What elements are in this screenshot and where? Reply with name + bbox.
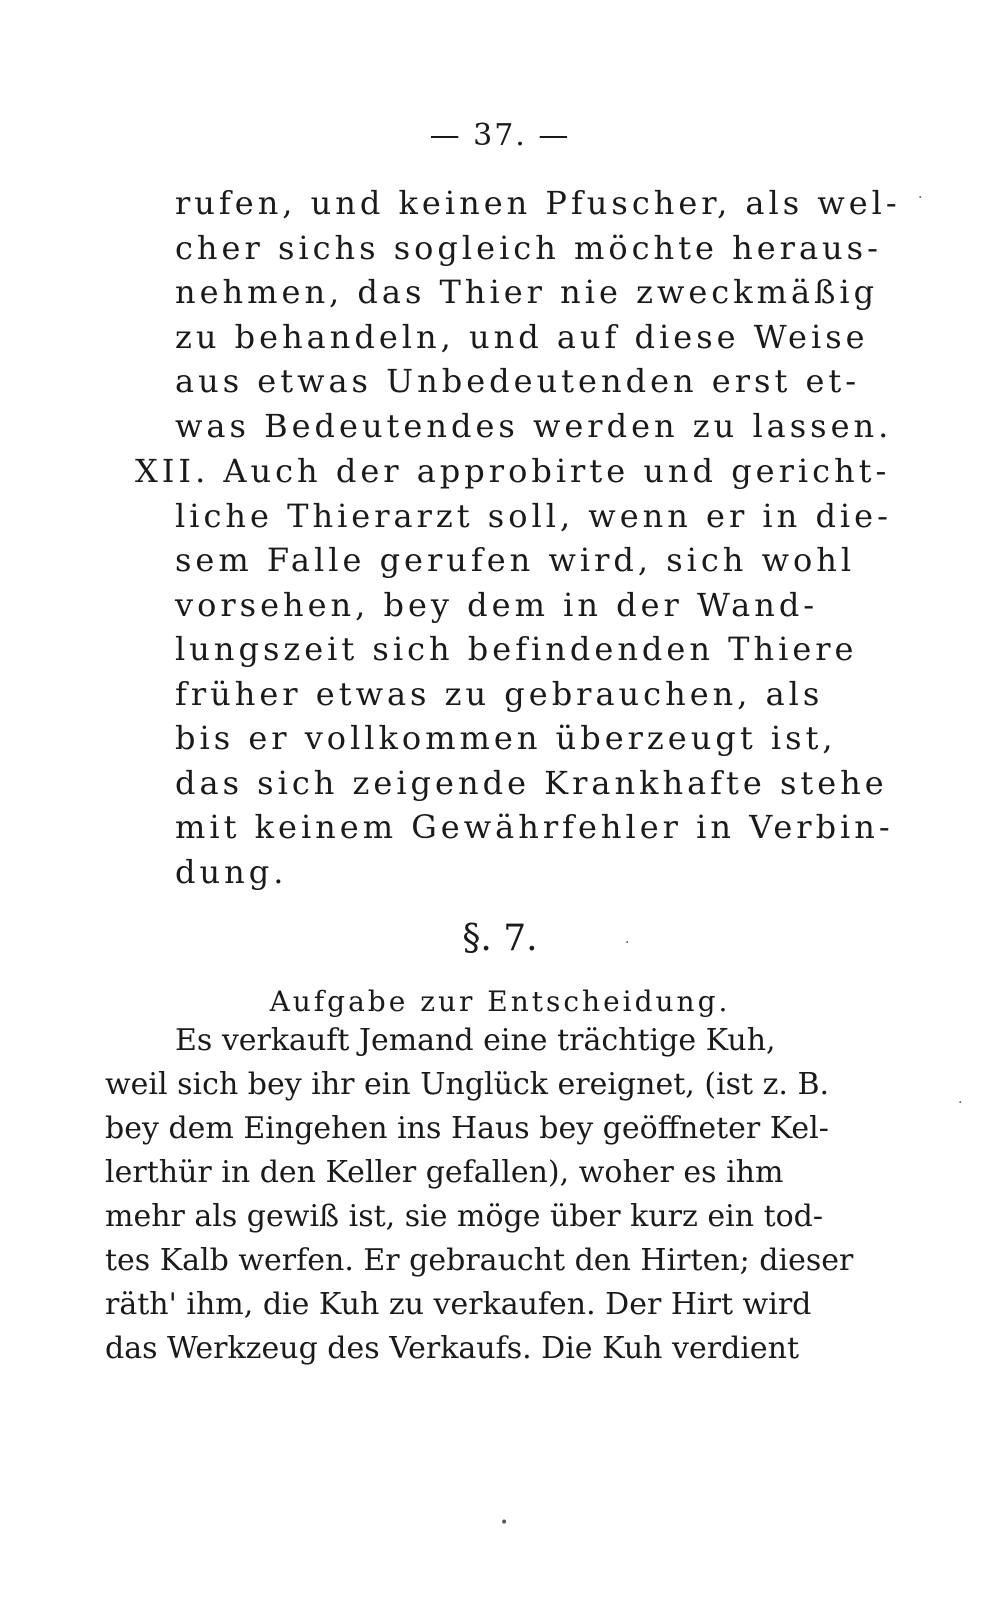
text-line: vorsehen, bey dem in der Wand- xyxy=(175,585,819,624)
specks: · xyxy=(958,1095,963,1111)
specks: • xyxy=(500,1515,509,1531)
page-header: — 37. — xyxy=(429,118,571,153)
text-line: räth' ihm, die Kuh zu verkaufen. Der Hirt wird xyxy=(105,1287,812,1322)
text-line: was Bedeutendes werden zu lassen. xyxy=(175,406,893,445)
text-line: bey dem Eingehen ins Haus bey geöffneter Kel- xyxy=(105,1111,829,1146)
text-line: zu behandeln, und auf diese Weise xyxy=(175,317,869,356)
text-line: weil sich bey ihr ein Unglück ereignet, (ist z. B. xyxy=(105,1067,830,1102)
text-line: liche Thierarzt soll, wenn er in die- xyxy=(175,496,892,535)
text-line: mit keinem Gewährfehler in Verbin- xyxy=(175,808,894,846)
text-line: bis er vollkommen überzeugt ist, xyxy=(175,719,837,757)
text-line: tes Kalb werfen. Er gebraucht den Hirten; dieser xyxy=(105,1243,854,1278)
text-line: das Werkzeug des Verkaufs. Die Kuh verdient xyxy=(105,1331,799,1366)
text-line: lungszeit sich befindenden Thiere xyxy=(175,630,858,668)
text-line: rufen, und keinen Pfuscher, als wel- xyxy=(175,184,901,222)
text-line: sem Falle gerufen wird, sich wohl xyxy=(175,541,856,579)
text-line: lerthür in den Keller gefallen), woher es ihm xyxy=(105,1155,784,1190)
section-subtitle: Aufgabe zur Entscheidung. xyxy=(269,985,731,1018)
text-line: mehr als gewiß ist, sie möge über kurz ein tod- xyxy=(105,1199,824,1234)
text-line: aus etwas Unbedeutenden erst et- xyxy=(175,362,861,400)
text-line: das sich zeigende Krankhafte stehe xyxy=(175,763,888,802)
text-line: Es verkauft Jemand eine trächtige Kuh, xyxy=(175,1023,776,1058)
text-line: XII. Auch der approbirte und gericht- xyxy=(135,452,891,490)
text-line: nehmen, das Thier nie zweckmäßig xyxy=(175,273,879,311)
text-line: früher etwas zu gebrauchen, als xyxy=(175,674,824,713)
specks: · xyxy=(625,935,630,951)
text-line: cher sichs sogleich möchte heraus- xyxy=(175,228,882,267)
paragraph-2 xyxy=(135,452,894,897)
specks: · xyxy=(918,190,923,206)
paragraph-1 xyxy=(175,184,901,451)
section-heading: §. 7. xyxy=(462,918,538,959)
paragraph-3 xyxy=(105,1023,854,1375)
text-line: dung. xyxy=(175,852,288,891)
